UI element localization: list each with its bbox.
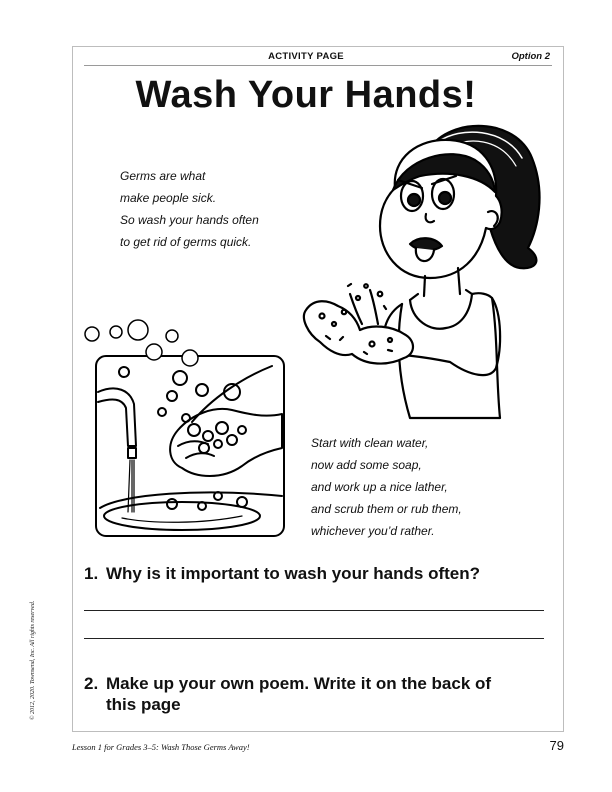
option-label: Option 2 bbox=[511, 51, 550, 62]
poem-line: and scrub them or rub them, bbox=[311, 502, 462, 516]
poem-line: and work up a nice lather, bbox=[311, 480, 448, 494]
question-number: 2. bbox=[84, 674, 99, 693]
answer-line[interactable] bbox=[84, 610, 544, 611]
header-divider bbox=[84, 65, 552, 66]
girl-with-germy-hands-illustration bbox=[300, 118, 545, 426]
poem-line: Start with clean water, bbox=[311, 436, 429, 450]
poem-line: So wash your hands often bbox=[120, 213, 259, 227]
poem-line: Germs are what bbox=[120, 169, 206, 183]
poem-bottom bbox=[311, 432, 462, 542]
answer-line[interactable] bbox=[84, 638, 544, 639]
question-2 bbox=[84, 673, 491, 715]
lesson-footer: Lesson 1 for Grades 3–5: Wash Those Germs Away! bbox=[72, 742, 250, 752]
question-text: Make up your own poem. Write it on the back of bbox=[106, 674, 492, 693]
poem-line: whichever you’d rather. bbox=[311, 524, 435, 538]
hands-washing-at-sink-illustration bbox=[82, 318, 287, 540]
page-title: Wash Your Hands! bbox=[135, 74, 477, 116]
question-1 bbox=[84, 563, 480, 584]
question-number: 1. bbox=[84, 564, 99, 583]
copyright-notice: © 2012, 2020. Townsend, Inc. All rights reserved. bbox=[30, 600, 36, 720]
question-text: Why is it important to wash your hands often? bbox=[106, 564, 481, 583]
page-number: 79 bbox=[549, 738, 564, 753]
poem-line: now add some soap, bbox=[311, 458, 422, 472]
question-text-continued: this page bbox=[106, 695, 181, 714]
section-label: ACTIVITY PAGE bbox=[268, 51, 344, 62]
poem-top bbox=[120, 165, 259, 253]
poem-line: make people sick. bbox=[120, 191, 217, 205]
poem-line: to get rid of germs quick. bbox=[120, 235, 252, 249]
